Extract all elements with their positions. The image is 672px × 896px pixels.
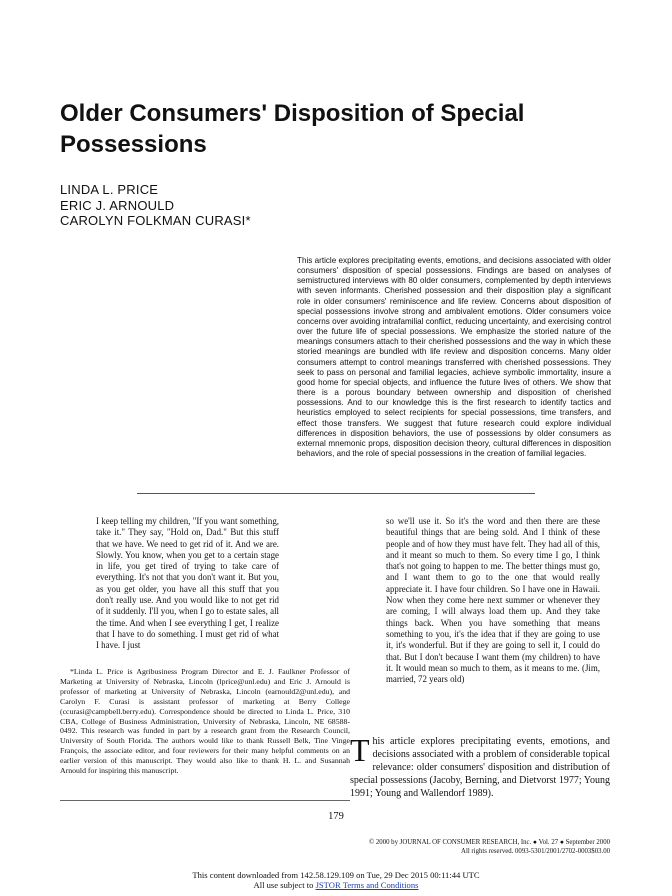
drop-cap: T (350, 732, 370, 768)
copyright-line: © 2000 by JOURNAL OF CONSUMER RESEARCH, Inc. ● Vol. 27 ● September 2000 (369, 839, 610, 846)
footnote-divider (60, 800, 350, 801)
abstract: This article explores precipitating events, emotions, and decisions associated with older consumers' disposition of special possessions. Findings are based on analyses of semistructured interviews with 80 older consumers, complemented by depth interviews with seven informants. Cherished possession and their disposition play a significant role in older consumers' reminiscence and life review. Concerns about disposition of special possessions involve strong and ambivalent emotions. Older consumers voice concerns over avoiding intrafamilial conflict, reducing uncertainty, and exercising control over the future life of special possessions. We emphasize the storied nature of the meanings consumers attach to their cherished possessions and the way in which these storied meanings are bundled with life review and disposition concerns. Many older consumers attempt to control meanings transferred with cherished possessions. They seek to pass on personal and familial legacies, achieve symbolic immortality, insure a good home for special objects, and influence the future lives of others. We show that there is a porous boundary between ownership and disposition of cherished possessions. And to our knowledge this is the first research to identify tactics and heuristics employed to select recipients for special possessions, time transfers, and effect those transfers. We suggest that future research could explore individual differences in disposition behaviors, the use of possessions by older consumers as external mnemonic props, disposition decision theory, cultural differences in disposition behaviors, and the role of special possessions in the creation of familial legacies. (297, 256, 611, 458)
author-name: CAROLYN FOLKMAN CURASI* (60, 213, 251, 228)
author-name: LINDA L. PRICE (60, 182, 159, 197)
author-name: ERIC J. ARNOULD (60, 197, 175, 213)
author-list (60, 182, 360, 229)
author-footnote: *Linda L. Price is Agribusiness Program Director and E. J. Faulkner Professor of Marketing at University of Nebraska, Lincoln (lprice@unl.edu) and Eric J. Arnould is professor of marketing at University of Nebraska, Lincoln (earnould2@unl.edu), and Carolyn F. Curasi is assistant professor of marketing at Berry College (ccurasi@campbell.berry.edu). Correspondence should be directed to Linda L. Price, 310 CBA, College of Business Administration, University of Nebraska, Lincoln, NE 68588-0492. This research was funded in part by a research grant from the Research Council, University of South Florida. The authors would like to thank Russell Belk, Tine Vinge François, the associate editor, and four reviewers for their many helpful comments on an earlier version of this manuscript. They would also like to thank H. L. and Susannah Arnould for inspiring this manuscript. (60, 667, 350, 776)
copyright-notice (300, 838, 610, 856)
block-quote-left: I keep telling my children, "If you want something, take it." They say, "Hold on, Dad." But this stuff that we have. We need to get rid of it. And we are. Slowly. You know, when you get to a certain stage in life, you get tired of trying to take care of everything. It's not that you don't want it. But you, as you get older, you have all this stuff that you don't really use. And you would like to not get rid of it suddenly. I'll you, when I go to estate sales, all the time. And when I see everything I get, I realize that I have to do something. I must get rid of what I have. I just (96, 516, 279, 651)
download-notice (0, 870, 672, 890)
download-line: This content downloaded from 142.58.129.109 on Tue, 29 Dec 2015 00:11:44 UTC (192, 870, 480, 880)
page-number: 179 (328, 811, 344, 822)
block-quote-right: so we'll use it. So it's the word and then there are these beautiful things that are being sold. And I think of these people and of how they must have felt. They had all of this, and it meant so much to them. So every time I go, I think that's not going to happen to me. The better things must go, and I want them to go to the one that would really appreciate it. I have four children. So I have one in Hawaii. Now when they come here next summer or whenever they are coming, I will always load them up. And they take things back. When you have something that means something to you, it's the idea that if they are going to use it, it's wonderful. But if they are going to sell it, I could do that. But I don't because I want them (my children) to have it. It would mean so much to them, as it means to me. (Jim, married, 72 years old) (386, 516, 600, 685)
body-paragraph-text: his article explores precipitating events, emotions, and decisions associated with a problem of considerable topical relevance: older consumers' disposition and distribution of special possessions (Jacoby, Berning, and Dietvorst 1977; Young 1991; Young and Wallendorf 1989). (350, 736, 610, 799)
terms-line (0, 880, 672, 890)
terms-prefix: All use subject to (253, 880, 316, 890)
body-paragraph (350, 732, 610, 800)
rights-line: All rights reserved. 0093-5301/2001/2702-0003$03.00 (461, 848, 610, 855)
article-title: Older Consumers' Disposition of Special Possessions (60, 100, 525, 158)
jstor-terms-link[interactable]: JSTOR Terms and Conditions (315, 880, 419, 890)
section-divider (137, 493, 535, 494)
